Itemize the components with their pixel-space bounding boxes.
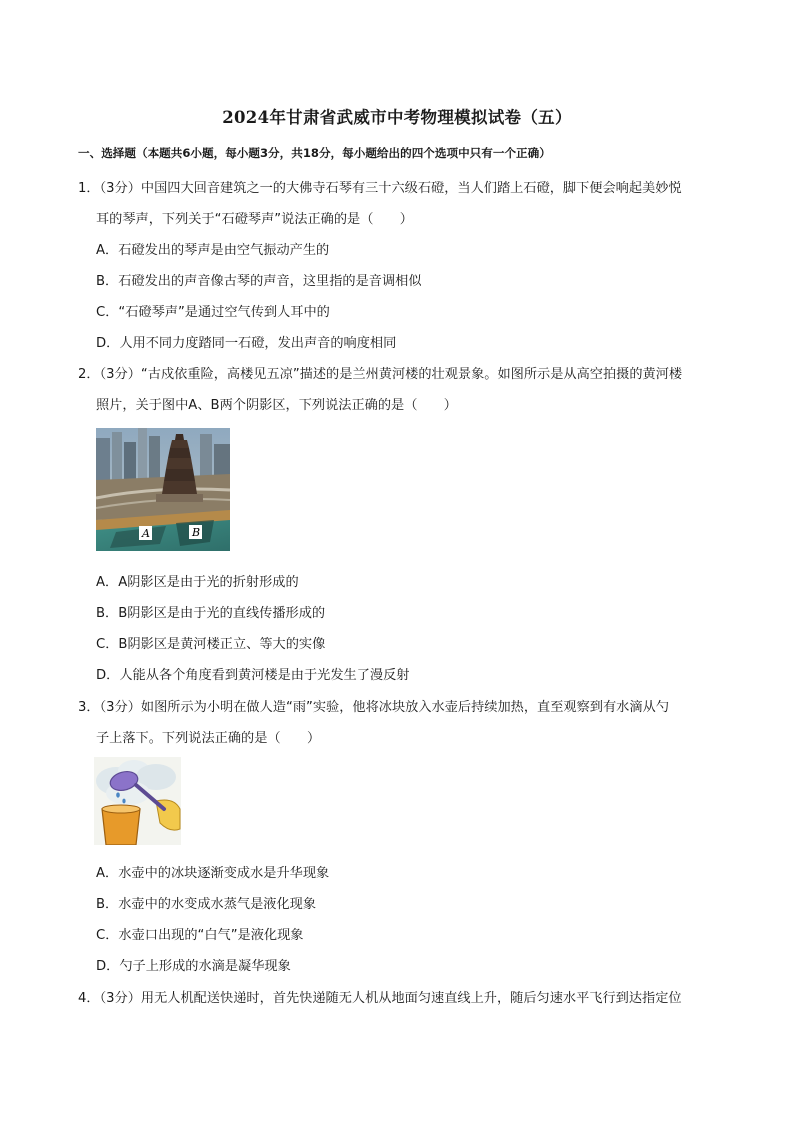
question-1-stem-line-2: 耳的琴声，下列关于“石磴琴声”说法正确的是（ ） bbox=[96, 212, 413, 227]
figure-label-a: A bbox=[142, 527, 150, 540]
question-2-stem-line-2: 照片，关于图中A、B两个阴影区，下列说法正确的是（ ） bbox=[96, 398, 457, 413]
question-3-option-c: C．水壶口出现的“白气”是液化现象 bbox=[96, 928, 304, 943]
question-2-option-a: A．A阴影区是由于光的折射形成的 bbox=[96, 575, 299, 590]
question-1-stem-line-1: 1．（3分）中国四大回音建筑之一的大佛寺石琴有三十六级石磴，当人们踏上石磴，脚下便会响起美妙悦 bbox=[78, 181, 682, 196]
question-2-option-c: C．B阴影区是黄河楼正立、等大的实像 bbox=[96, 637, 326, 652]
question-2-option-b: B．B阴影区是由于光的直线传播形成的 bbox=[96, 606, 326, 621]
figure-label-b: B bbox=[192, 526, 201, 539]
spoon-steam-illustration bbox=[94, 757, 181, 845]
question-1-option-a: A．石磴发出的琴声是由空气振动产生的 bbox=[96, 243, 330, 258]
question-3-option-b: B．水壶中的水变成水蒸气是液化现象 bbox=[96, 897, 317, 912]
question-3-option-d: D．勺子上形成的水滴是凝华现象 bbox=[96, 959, 291, 974]
question-2-stem-line-1: 2．（3分）“古戍依重险，高楼见五凉”描述的是兰州黄河楼的壮观景象。如图所示是从高空拍摄的黄河楼 bbox=[78, 367, 683, 382]
question-3-option-a: A．水壶中的冰块逐渐变成水是升华现象 bbox=[96, 866, 330, 881]
question-1-option-d: D．人用不同力度踏同一石磴，发出声音的响度相同 bbox=[96, 336, 397, 351]
question-4-stem-line-1: 4．（3分）用无人机配送快递时，首先快递随无人机从地面匀速直线上升，随后匀速水平飞行到达指定位 bbox=[78, 991, 682, 1006]
question-3-stem-line-1: 3．（3分）如图所示为小明在做人造“雨”实验，他将冰块放入水壶后持续加热，直至观察到有水滴从勺 bbox=[78, 700, 669, 715]
question-2-option-d: D．人能从各个角度看到黄河楼是由于光发生了漫反射 bbox=[96, 668, 410, 683]
question-3-stem-line-2: 子上落下。下列说法正确的是（ ） bbox=[96, 731, 321, 746]
yellow-river-tower-photo bbox=[96, 428, 230, 551]
section-heading: 一、选择题（本题共6小题，每小题3分，共18分，每小题给出的四个选项中只有一个正确） bbox=[78, 146, 551, 160]
page-title: 2024年甘肃省武威市中考物理模拟试卷（五） bbox=[222, 108, 572, 127]
question-1-option-b: B．石磴发出的声音像古琴的声音，这里指的是音调相似 bbox=[96, 274, 422, 289]
question-1-option-c: C．“石磴琴声”是通过空气传到人耳中的 bbox=[96, 305, 330, 320]
